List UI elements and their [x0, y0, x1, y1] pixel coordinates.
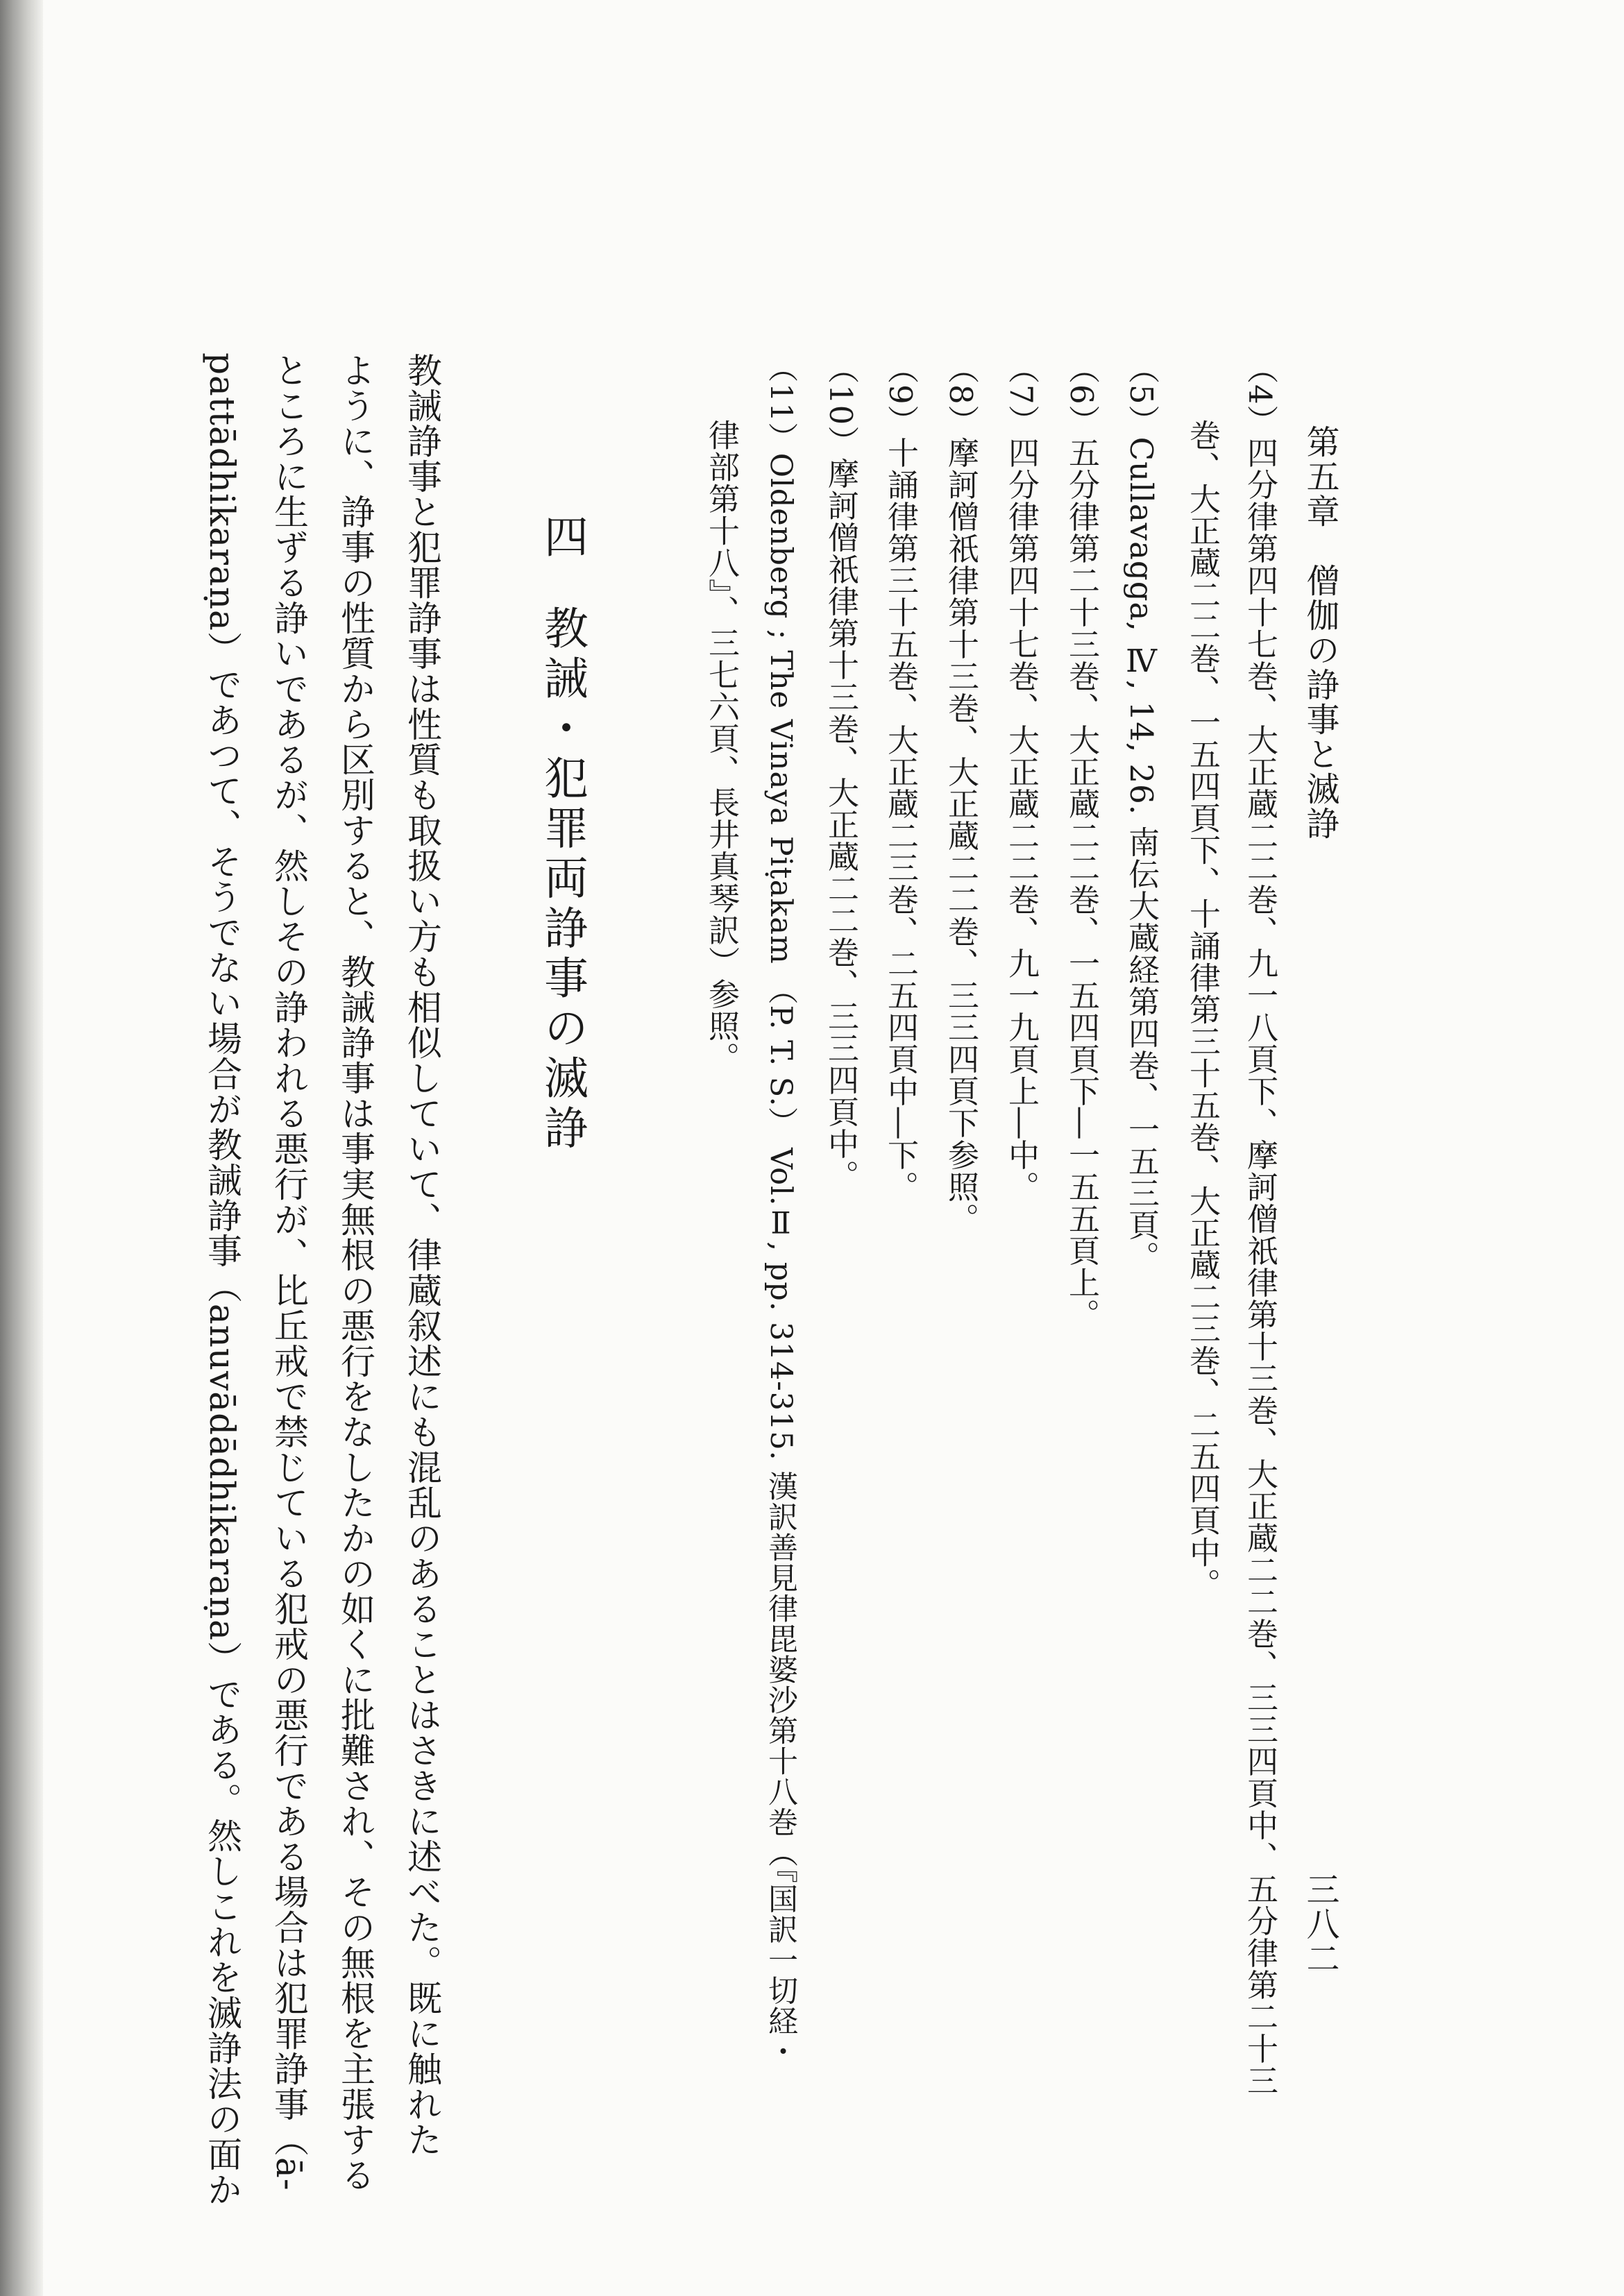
- section-heading: [536, 513, 588, 1155]
- note-label: （11）: [763, 352, 798, 453]
- note-4-continued: [1184, 419, 1221, 1600]
- note-7: [1003, 352, 1040, 1203]
- note-text: 四分律第四十七巻、大正蔵二二巻、九一八頁下、摩訶僧祇律第十三巻、大正蔵二二巻、三三四頁中、五分律第二十三: [1242, 436, 1278, 2097]
- note-10: [822, 352, 859, 1192]
- note-label: （4）: [1242, 352, 1278, 437]
- note-8: [942, 352, 979, 1235]
- note-text: Cullavagga, Ⅳ, 14, 26. 南伝大蔵経第四巻、一五三頁。: [1123, 436, 1160, 1273]
- note-text: 四分律第四十七巻、大正蔵二二巻、九一九頁上―中。: [1003, 436, 1040, 1203]
- note-label: （7）: [1003, 352, 1040, 437]
- page-number: 三八二: [1301, 1872, 1339, 1976]
- body-line-3: ところに生ずる諍いであるが、然しその諍われる悪行が、比丘戒で禁じている犯戒の悪行である場合は犯罪諍事（ā-: [269, 352, 309, 2191]
- note-9: [882, 352, 919, 1203]
- note-6: [1063, 352, 1100, 1331]
- note-text: 摩訶僧祇律第十三巻、大正蔵二二巻、三三四頁中。: [822, 457, 859, 1192]
- note-text: 巻、大正蔵二二巻、一五四頁下、十誦律第三十五巻、大正蔵二三巻、二五四頁中。: [1184, 419, 1221, 1600]
- note-text: 十誦律第三十五巻、大正蔵二三巻、二五四頁中―下。: [882, 436, 919, 1203]
- note-text: 摩訶僧祇律第十三巻、大正蔵二二巻、三三四頁下参照。: [942, 436, 979, 1235]
- section-title: 教誡・犯罪両諍事の滅諍: [536, 605, 588, 1155]
- note-11-continued: [703, 419, 740, 1074]
- note-label: （10）: [822, 352, 859, 458]
- note-4: [1244, 352, 1276, 2097]
- note-label: （9）: [882, 352, 919, 437]
- note-label: （5）: [1123, 352, 1160, 437]
- note-label: （8）: [942, 352, 979, 437]
- note-text: 五分律第二十三巻、大正蔵二二巻、一五四頁下―一五五頁上。: [1063, 436, 1100, 1331]
- section-number: 四: [536, 513, 588, 563]
- note-11: [763, 352, 798, 2067]
- body-line-4: pattādhikaraṇa）であつて、そうでない場合が教誡諍事（anuvādādhikaraṇa）である。然しこれを滅諍法の面か: [202, 352, 242, 2207]
- body-line-1: 教誡諍事と犯罪諍事は性質も取扱い方も相似していて、律蔵叙述にも混乱のあることはさきに述べた。既に触れた: [402, 352, 442, 2157]
- body-line-2: ように、諍事の性質から区別すると、教誡諍事は事実無根の悪行をなしたかの如くに批難され、その無根を主張する: [335, 352, 375, 2193]
- note-5: [1123, 352, 1160, 1273]
- note-text: 律部第十八』、三七六頁、長井真琴訳）参照。: [703, 419, 740, 1074]
- chapter-title: 第五章 僧伽の諍事と滅諍: [1301, 425, 1339, 841]
- note-label: （6）: [1063, 352, 1100, 437]
- note-text: Oldenberg ; The Vinaya Piṭakam （P. T. S.） Vol.Ⅱ, pp. 314-315. 漢訳善見律毘婆沙第十八巻（『国訳一切経・: [763, 452, 798, 2067]
- book-spine-shadow: [0, 0, 43, 2296]
